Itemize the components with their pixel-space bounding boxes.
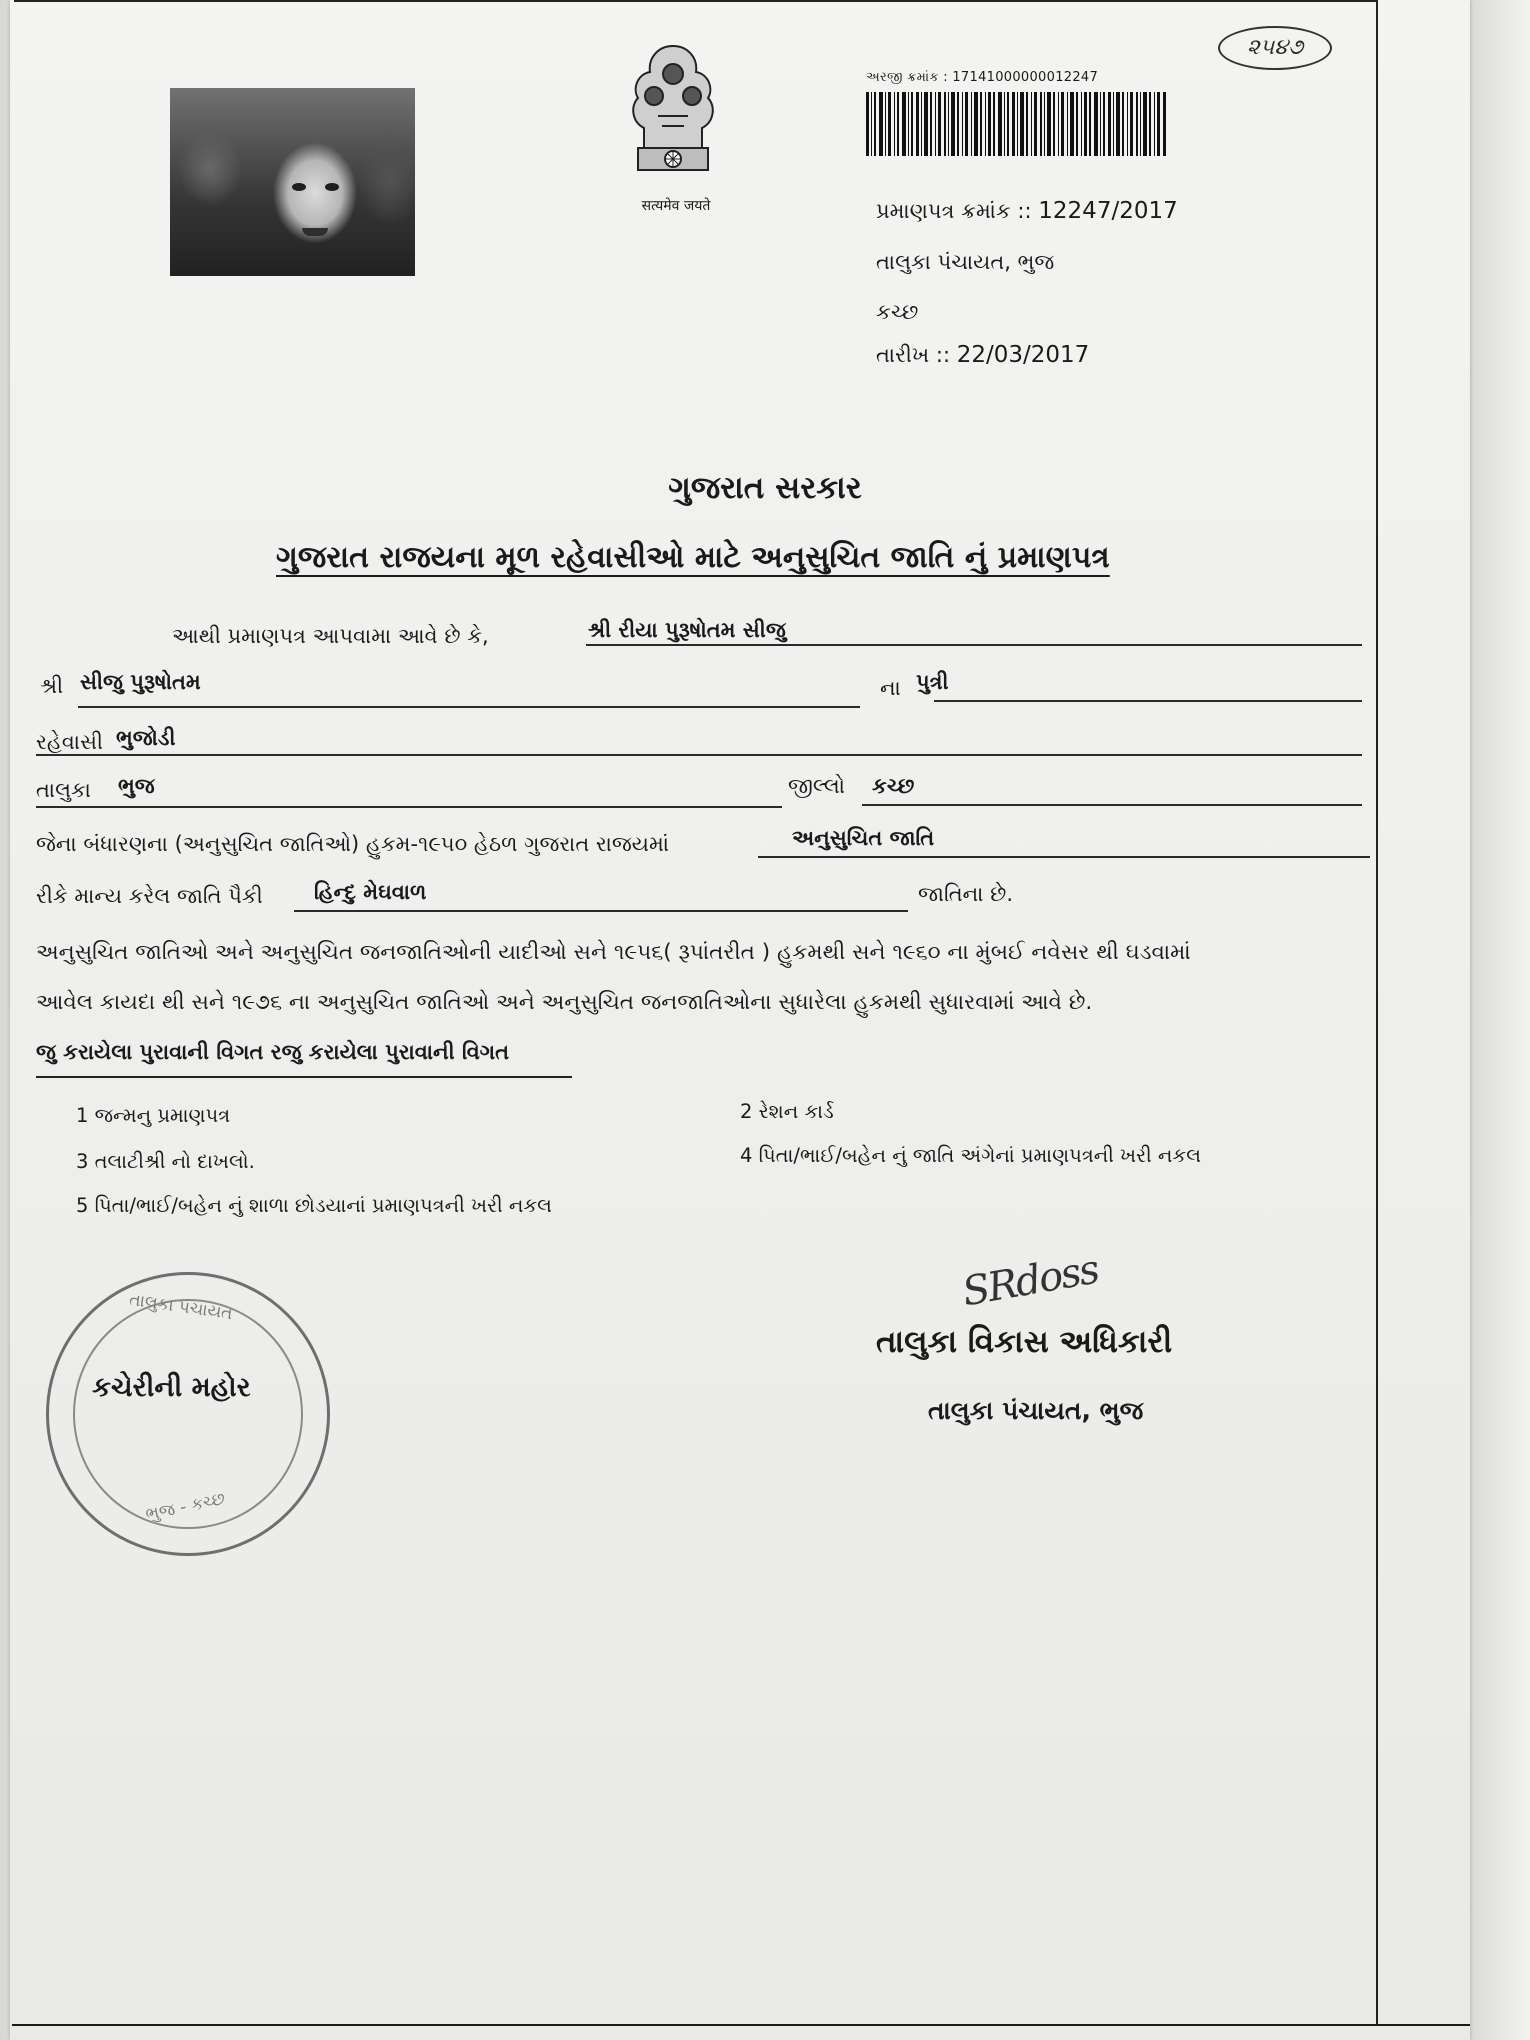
taluka-label: તાલુકા — [36, 778, 91, 802]
relation-prefix: ના — [880, 676, 901, 700]
top-border — [14, 0, 1378, 2]
signatory-title: તાલુકા વિકાસ અધિકારી — [876, 1324, 1173, 1360]
document-item: 2 રેશન કાર્ડ — [740, 1100, 834, 1123]
issue-date-row — [876, 342, 1089, 368]
national-emblem-icon — [618, 36, 728, 186]
category-underline — [758, 856, 1370, 858]
district-underline — [862, 804, 1362, 806]
relation: પુત્રી — [916, 670, 949, 694]
document-item: 1 જન્મનુ પ્રમાણપત્ર — [76, 1104, 231, 1127]
issue-date: 22/03/2017 — [956, 342, 1090, 368]
relation-underline — [934, 700, 1362, 702]
intro-label: આથી પ્રમાણપત્ર આપવામા આવે છે કે, — [172, 624, 489, 648]
parent-name-underline — [78, 706, 860, 708]
document-item: 5 પિતા/ભાઈ/બહેન નું શાળા છોડયાનાં પ્રમાણપત્રની ખરી નકલ — [76, 1194, 552, 1217]
documents-heading: જુ કરાયેલા પુરાવાની વિગત રજુ કરાયેલા પુરાવાની વિગત — [36, 1040, 510, 1064]
document-item: 3 તલાટીશ્રી નો દાખલો. — [76, 1150, 255, 1173]
applicant-photo — [170, 88, 415, 276]
office-seal — [46, 1272, 330, 1556]
emblem-motto: सत्यमेव जयते — [641, 198, 711, 214]
category: અનુસુચિત જાતિ — [792, 826, 935, 850]
certificate-number-label: પ્રમાણપત્ર ક્રમાંક :: — [876, 199, 1032, 223]
officer-signature: SRdoss — [959, 1246, 1102, 1316]
issue-date-label: તારીખ :: — [876, 343, 951, 367]
legal-paragraph-line-1: અનુસુચિત જાતિઓ અને અનુસુચિત જનજાતિઓની યાદીઓ સને ૧૯૫૬( રૂપાંતરીત ) હુકમથી સને ૧૯૬૦ ના મુંબઈ નવેસર થી ઘડવામાં — [36, 940, 1191, 965]
document-item: 4 પિતા/ભાઈ/બહેન નું જાતિ અંગેનાં પ્રમાણપત્રની ખરી નકલ — [740, 1144, 1201, 1167]
application-number: અરજી ક્રમાંક : 17141000000012247 — [866, 70, 1099, 85]
residence: ભુજોડી — [116, 726, 176, 750]
signatory-office: તાલુકા પંચાયત, ભુજ — [928, 1396, 1144, 1425]
caste-underline — [294, 910, 908, 912]
issuing-office: તાલુકા પંચાયત, ભુજ — [876, 250, 1055, 274]
bottom-border — [12, 2024, 1470, 2026]
certificate-number: 12247/2017 — [1038, 198, 1178, 224]
taluka-underline — [36, 806, 782, 808]
legal-paragraph-line-2: આવેલ કાયદા થી સને ૧૯૭૬ ના અનુસુચિત જાતિઓ અને અનુસુચિત જનજાતિઓના સુધારેલા હુકમથી સુધારવામાં આવે છે. — [36, 990, 1093, 1015]
residence-label: રહેવાસી — [36, 730, 104, 754]
caste-suffix: જાતિના છે. — [918, 882, 1013, 906]
issuing-district: કચ્છ — [876, 300, 919, 324]
certificate-subtitle: ગુજરાત રાજયના મૂળ રહેવાસીઓ માટે અનુસુચિત જાતિ નું પ્રમાણપત્ર — [276, 540, 1110, 575]
background-sheet-right — [1470, 0, 1530, 2040]
barcode — [866, 92, 1166, 156]
parent-name: સીજુ પુરૂષોતમ — [80, 670, 201, 694]
holder-name: શ્રી રીયા પુરૂષોતમ સીજુ — [588, 618, 786, 642]
district: કચ્છ — [872, 774, 915, 798]
certificate-sheet — [10, 0, 1470, 2040]
residence-underline — [36, 754, 1362, 756]
seal-caption: કચેરીની મહોર — [92, 1372, 251, 1403]
certificate-number-row — [876, 198, 1178, 224]
right-border — [1376, 0, 1378, 2024]
handwritten-number: ૨૫૪૭ — [1218, 26, 1332, 70]
order-text: જેના બંધારણના (અનુસુચિત જાતિઓ) હુકમ-૧૯૫૦ હેઠળ ગુજરાત રાજયમાં — [36, 832, 669, 856]
holder-name-underline — [586, 644, 1362, 646]
district-label: જીલ્લો — [788, 774, 845, 798]
seal-ring-bottom: ભુજ - કચ્છ — [143, 1488, 228, 1526]
recognized-text: રીકે માન્ય કરેલ જાતિ પૈકી — [36, 884, 263, 908]
seal-ring-text: તાલુકા પંચાયત — [128, 1289, 234, 1325]
caste: હિન્દુ મેઘવાળ — [314, 880, 427, 904]
taluka: ભુજ — [118, 774, 155, 798]
parent-prefix: શ્રી — [40, 674, 64, 698]
page-title: ગુજરાત સરકાર — [668, 470, 862, 506]
documents-heading-underline — [36, 1076, 572, 1078]
